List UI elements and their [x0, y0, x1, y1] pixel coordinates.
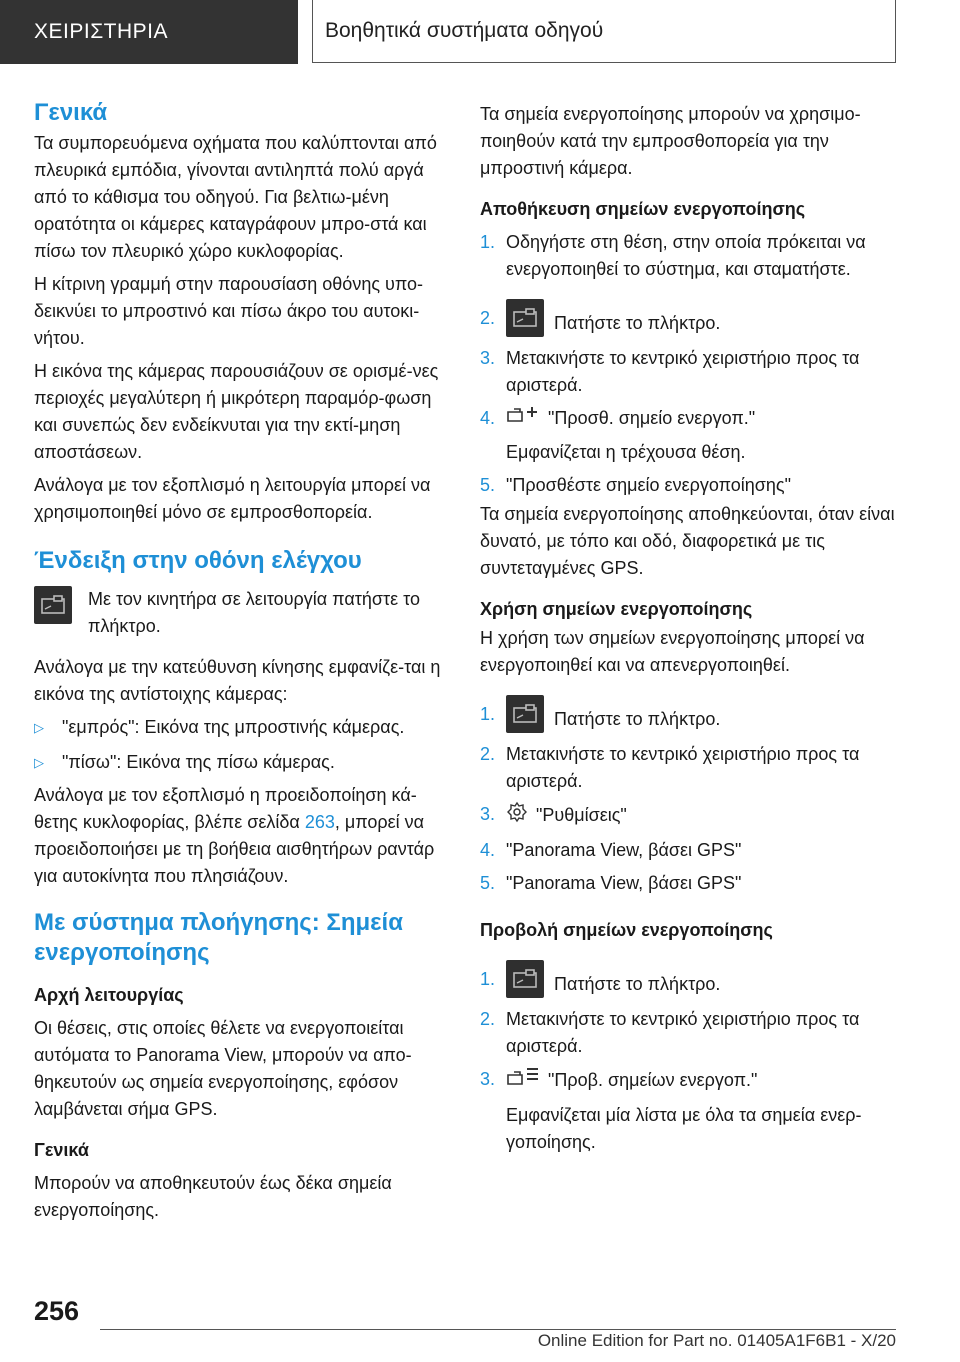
- triangle-bullet-icon: ▷: [34, 720, 44, 735]
- store-steps: [480, 229, 900, 499]
- page-header: [0, 0, 960, 66]
- list-item: 4. "Panorama View, βάσει GPS": [480, 840, 742, 861]
- paragraph: Η εικόνα της κάμερας παρουσιάζουν σε ορισμέ-νες περιοχές μεγαλύτερη ή μικρότερη παραμόρ-φωση και συνεπώς δεν ενδείκνυται για την εκτί-μηση αποστάσεων.: [34, 361, 439, 462]
- list-item: 3. Μετακινήστε το κεντρικό χειριστήριο προς τα αριστερά.: [480, 348, 860, 395]
- section-tab: ΧΕΙΡΙΣΤΗΡΙΑ: [0, 0, 298, 64]
- triangle-bullet-icon: ▷: [34, 755, 44, 770]
- camera-button-icon: [506, 960, 544, 998]
- page-link[interactable]: 263: [304, 812, 335, 832]
- heading-display: Ένδειξη στην οθόνη ελέγχου: [34, 547, 362, 574]
- heading-general: Γενικά: [34, 99, 108, 126]
- camera-button-icon: [506, 299, 544, 337]
- paragraph: Η κίτρινη γραμμή στην παρουσίαση οθόνης υπο-δεικνύει το μπροστινό και πίσω άκρο του αυτοκι-νήτου.: [34, 274, 424, 348]
- list-item: 5. "Panorama View, βάσει GPS": [480, 873, 742, 894]
- paragraph: Τα σημεία ενεργοποίησης μπορούν να χρησιμο-ποιηθούν κατά την εμπροσθοπορεία για την μπροστινή κάμερα.: [480, 104, 861, 178]
- right-column: [480, 98, 900, 1156]
- camera-add-icon: [506, 405, 540, 433]
- heading-nav: Με σύστημα πλοήγησης: Σημεία ενεργοποίησης: [34, 909, 403, 966]
- list-item: 2. Μετακινήστε το κεντρικό χειριστήριο προς τα αριστερά.: [480, 744, 860, 792]
- chapter-title: Βοηθητικά συστήματα οδηγού: [312, 0, 896, 63]
- edition-note: Online Edition for Part no. 01405A1F6B1 - X/20: [537, 1331, 896, 1350]
- paragraph: Μπορούν να αποθηκευτούν έως δέκα σημεία ενεργοποίησης.: [34, 1173, 392, 1220]
- list-item: 5. "Προσθέστε σημείο ενεργοποίησης": [480, 475, 791, 496]
- subheading-store: Αποθήκευση σημείων ενεργοποίησης: [480, 199, 806, 219]
- paragraph: Οι θέσεις, στις οποίες θέλετε να ενεργοποιείται αυτόματα το Panorama View, μπορούν να απο-θηκευτούν ως σημεία ενεργοποίησης, εφόσον λαμβάνεται σήμα GPS.: [34, 1018, 412, 1119]
- list-item: ▷ "πίσω": Εικόνα της πίσω κάμερας.: [34, 749, 444, 776]
- camera-button-icon: [506, 695, 544, 733]
- view-steps: [480, 966, 900, 1156]
- subheading-use: Χρήση σημείων ενεργοποίησης: [480, 599, 753, 620]
- paragraph: Ανάλογα με τον εξοπλισμό η προειδοποίηση κά-θετης κυκλοφορίας, βλέπε σελίδα 263, μπορεί να προειδοποιήσει με τη βοήθεια αισθητήρων ραντάρ για αυτοκίνητα που πλησιάζουν.: [34, 785, 435, 886]
- list-item: 1. Πατήστε το πλήκτρο.: [480, 966, 900, 1004]
- gear-icon: [506, 801, 528, 831]
- list-item: 1. Πατήστε το πλήκτρο.: [480, 701, 900, 739]
- paragraph: Ανάλογα με τον εξοπλισμό η λειτουργία μπορεί να χρησιμοποιηθεί μόνο σε εμπροσθοπορεία.: [34, 475, 431, 522]
- list-item: 2. Πατήστε το πλήκτρο.: [480, 305, 900, 343]
- step-note: Εμφανίζεται η τρέχουσα θέση.: [506, 442, 746, 463]
- list-item: 3. "Προβ. σημείων ενεργοπ.": [480, 1066, 900, 1096]
- button-instruction: Με τον κινητήρα σε λειτουργία πατήστε το πλήκτρο.: [88, 589, 420, 636]
- paragraph: Η χρήση των σημείων ενεργοποίησης μπορεί να ενεργοποιηθεί και να απενεργοποιηθεί.: [480, 628, 865, 676]
- camera-button-icon: [34, 586, 72, 624]
- camera-list: [34, 714, 444, 776]
- subheading-principle: Αρχή λειτουργίας: [34, 985, 184, 1005]
- page-number: 256: [34, 1296, 80, 1326]
- step-note: Εμφανίζεται μία λίστα με όλα τα σημεία ενερ-γοποίησης.: [506, 1105, 862, 1153]
- footer-divider: [100, 1329, 896, 1330]
- paragraph: Τα σημεία ενεργοποίησης αποθηκεύονται, όταν είναι δυνατό, με τόπο και οδό, διαφορετικά με τις συντεταγμένες GPS.: [480, 504, 895, 579]
- list-item: 1. Οδηγήστε στη θέση, στην οποία πρόκειται να ενεργοποιηθεί το σύστημα, και σταματήστε.: [480, 232, 866, 279]
- left-column: [34, 98, 444, 1224]
- list-item: 2. Μετακινήστε το κεντρικό χειριστήριο προς τα αριστερά.: [480, 1009, 860, 1057]
- list-item: 4. "Προσθ. σημείο ενεργοπ.": [480, 405, 900, 433]
- paragraph: Ανάλογα με την κατεύθυνση κίνησης εμφανίζε-ται η εικόνα της αντίστοιχης κάμερας:: [34, 657, 441, 704]
- list-item: 3. "Ρυθμίσεις": [480, 801, 900, 831]
- subheading-general: Γενικά: [34, 1140, 89, 1160]
- paragraph: Τα συμπορευόμενα οχήματα που καλύπτονται από πλευρικά εμπόδια, γίνονται αντιληπτά πολύ αργά από το κάθισμα του οδηγού. Για βελτιω-μένη ορατότητα οι κάμερες καταγράφουν μπρο-στά και πίσω τον πλευρικό χώρο κυκλοφορίας.: [34, 133, 437, 261]
- use-steps: [480, 701, 900, 897]
- subheading-view: Προβολή σημείων ενεργοποίησης: [480, 920, 773, 941]
- camera-button-row: [34, 586, 444, 640]
- list-item: ▷ "εμπρός": Εικόνα της μπροστινής κάμερας.: [34, 714, 444, 741]
- camera-list-icon: [506, 1066, 540, 1096]
